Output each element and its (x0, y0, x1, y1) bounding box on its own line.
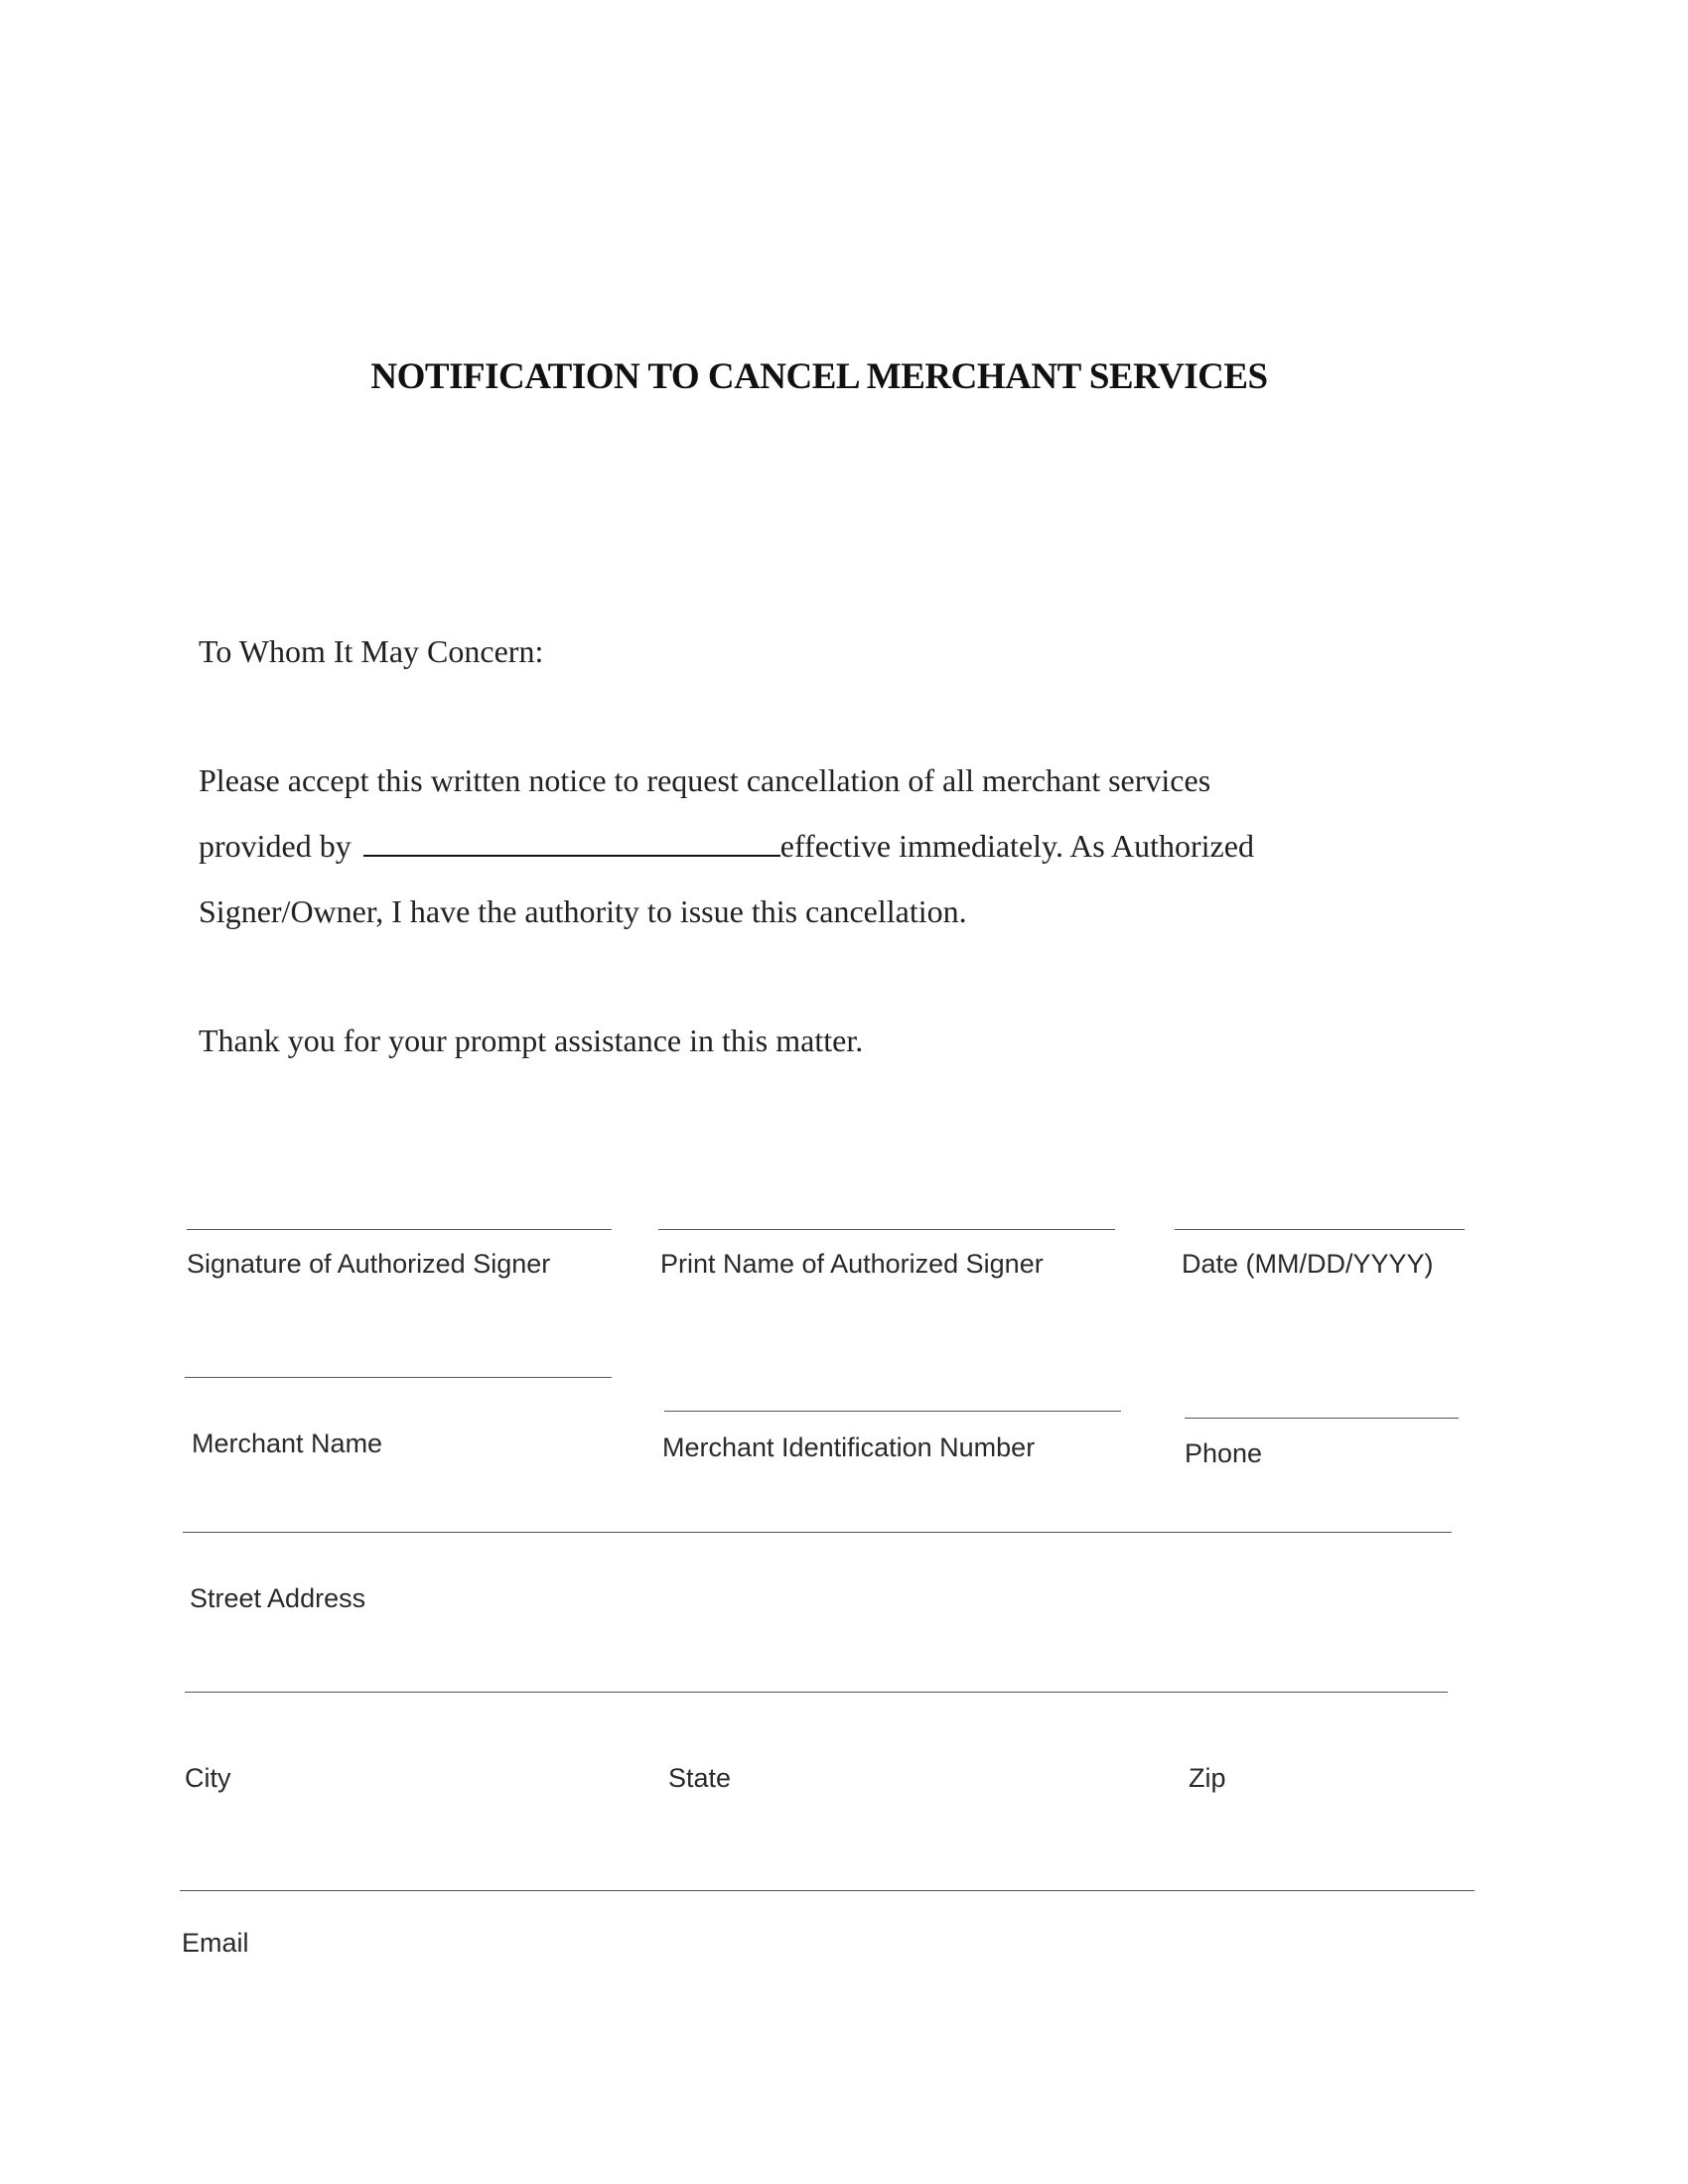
merchant-id-line[interactable] (664, 1411, 1121, 1412)
zip-label: Zip (1189, 1763, 1226, 1793)
signature-line[interactable] (187, 1229, 612, 1230)
email-line[interactable] (180, 1890, 1475, 1891)
city-state-zip-line[interactable] (185, 1692, 1448, 1693)
city-label: City (185, 1763, 231, 1793)
merchant-name-line[interactable] (185, 1377, 612, 1378)
salutation: To Whom It May Concern: (199, 633, 544, 669)
body-line-2 (199, 828, 1254, 865)
provider-name-blank[interactable] (363, 831, 780, 857)
signature-label: Signature of Authorized Signer (187, 1249, 551, 1279)
date-label: Date (MM/DD/YYYY) (1182, 1249, 1434, 1279)
phone-line[interactable] (1185, 1418, 1459, 1419)
email-label: Email (182, 1928, 249, 1958)
body-line-3: Signer/Owner, I have the authority to issue this cancellation. (199, 893, 967, 929)
print-name-label: Print Name of Authorized Signer (660, 1249, 1044, 1279)
merchant-name-label: Merchant Name (192, 1429, 383, 1458)
merchant-id-label: Merchant Identification Number (662, 1433, 1036, 1462)
print-name-line[interactable] (658, 1229, 1115, 1230)
body-line-2-start: provided by (199, 828, 352, 864)
document-title: NOTIFICATION TO CANCEL MERCHANT SERVICES (370, 356, 1268, 397)
date-line[interactable] (1175, 1229, 1465, 1230)
closing-text: Thank you for your prompt assistance in this matter. (199, 1023, 864, 1058)
state-label: State (668, 1763, 732, 1793)
body-line-2-end: effective immediately. As Authorized (779, 828, 1254, 864)
street-address-label: Street Address (190, 1583, 366, 1613)
phone-label: Phone (1185, 1438, 1263, 1468)
street-address-line[interactable] (183, 1532, 1452, 1533)
body-line-1: Please accept this written notice to request cancellation of all merchant services (199, 762, 1211, 798)
